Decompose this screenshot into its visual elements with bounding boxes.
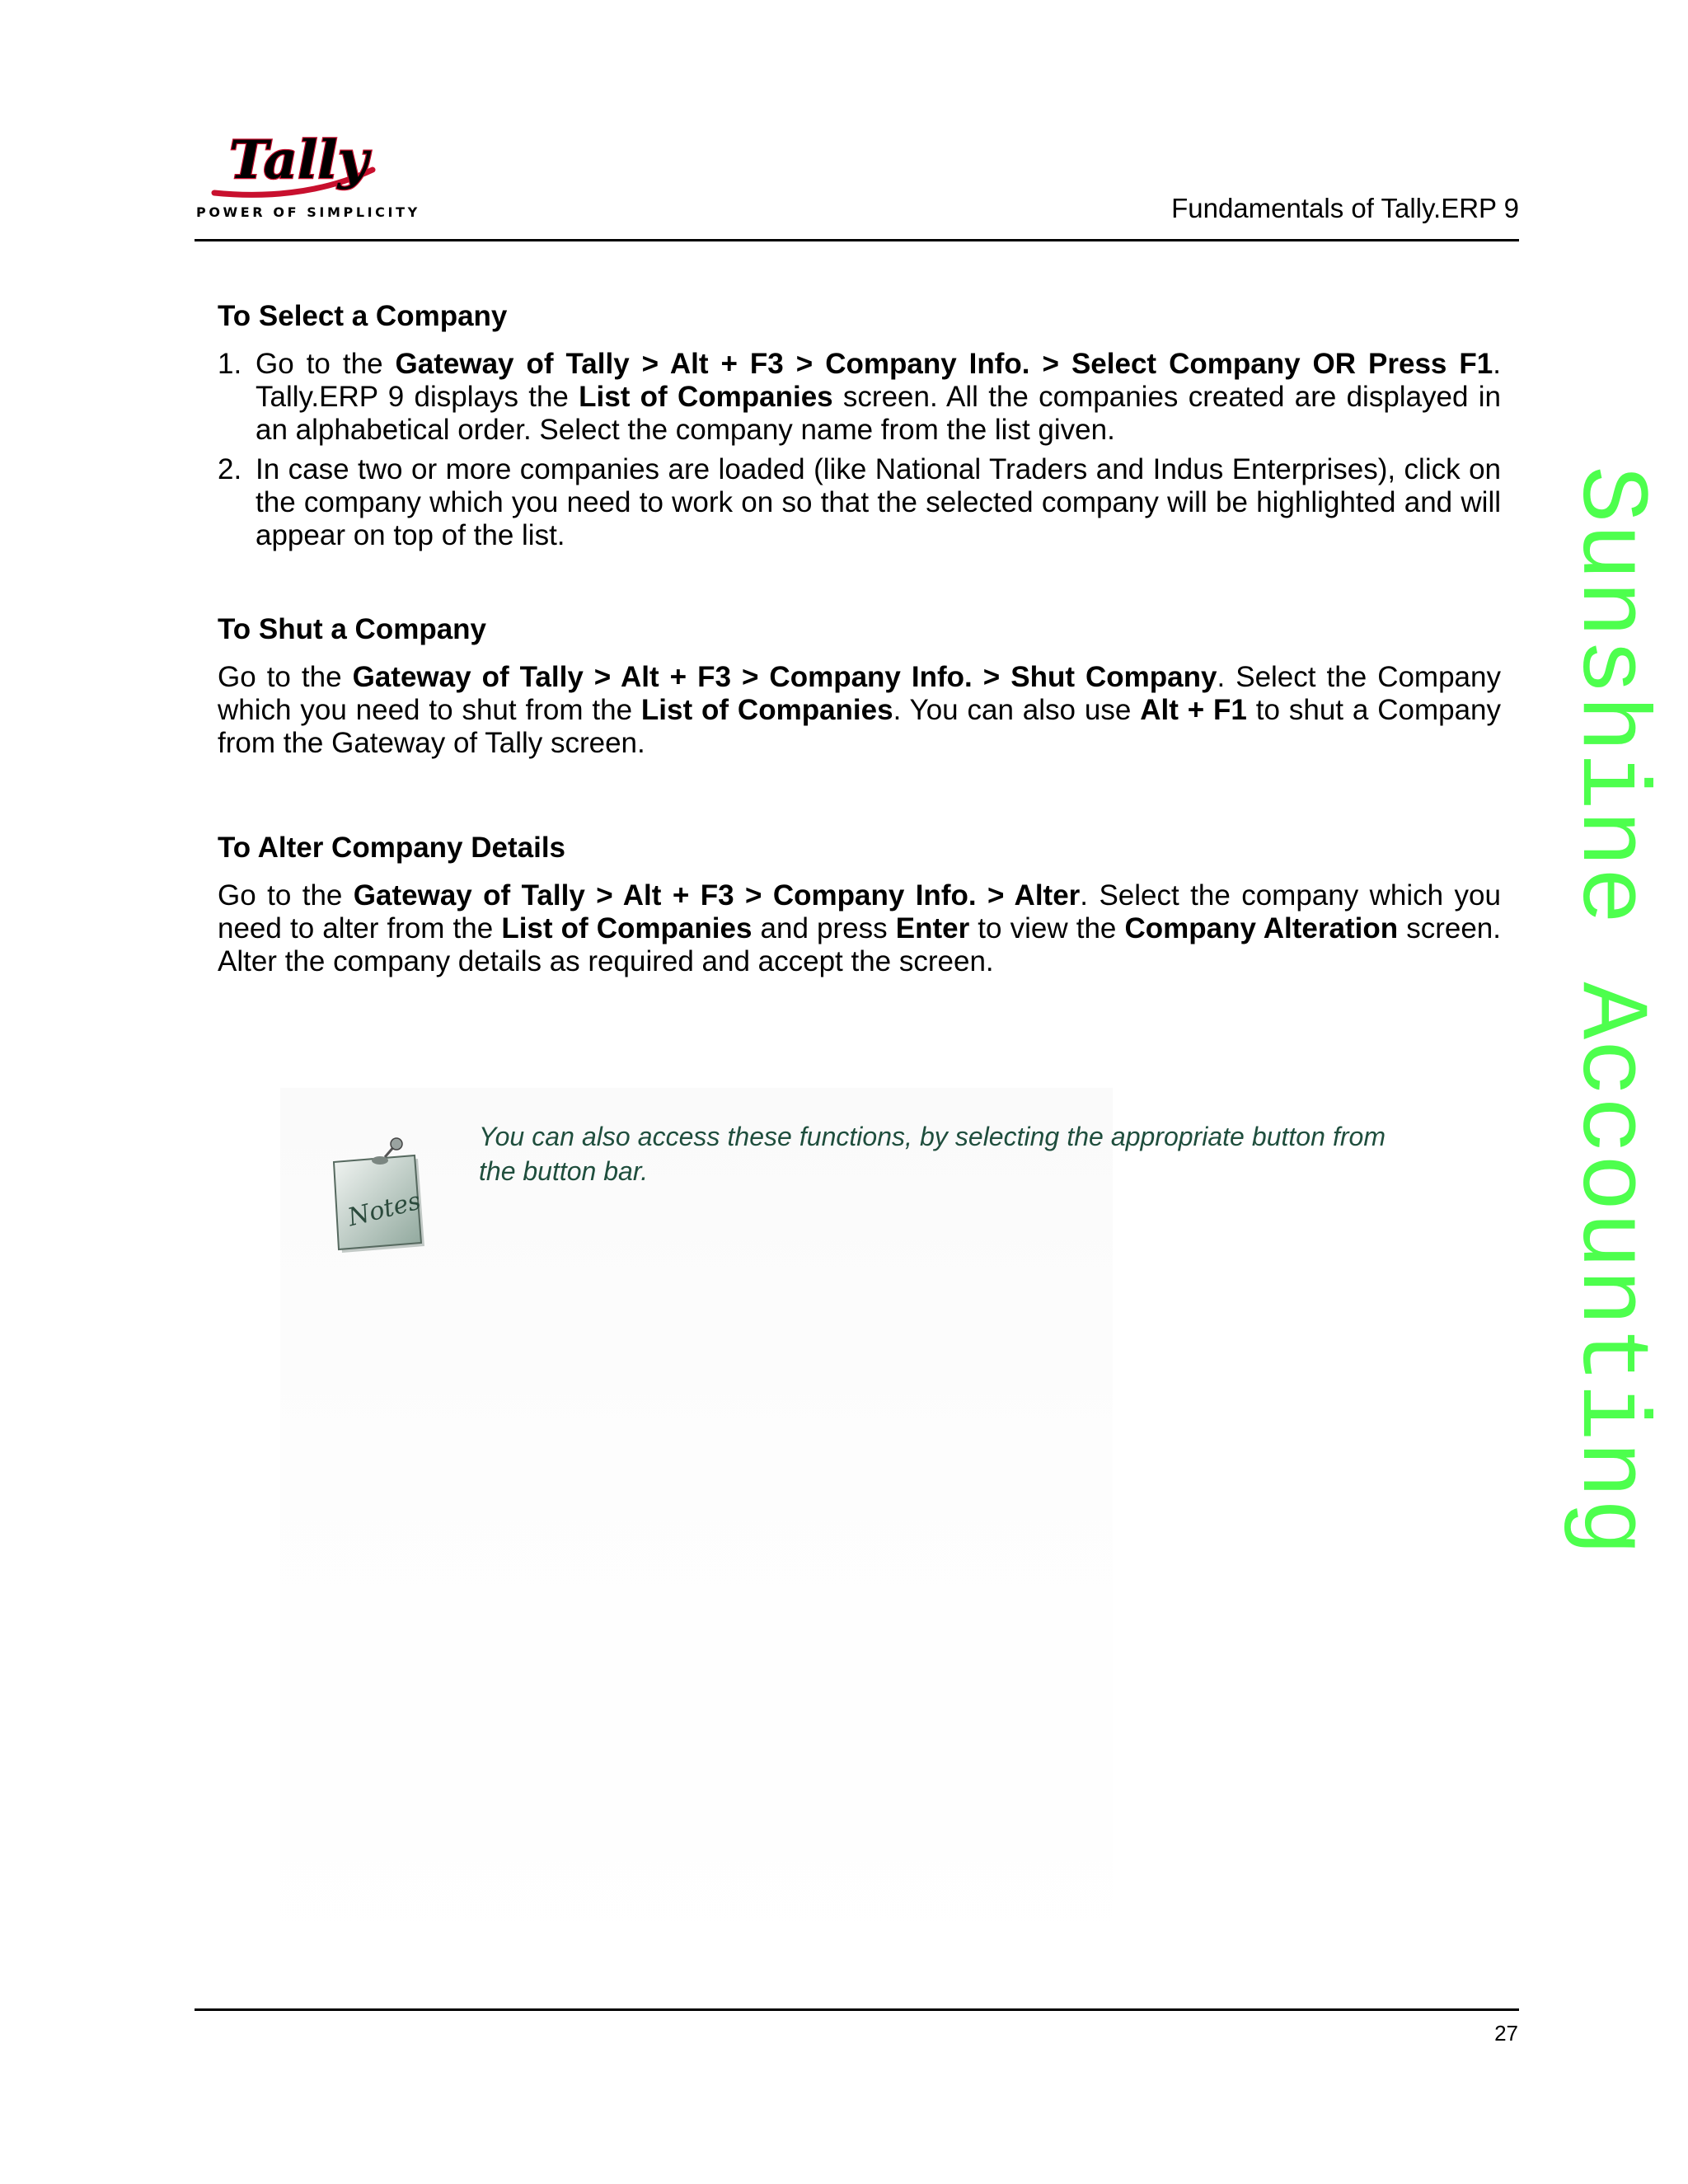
screen-name: List of Companies xyxy=(501,912,753,944)
menu-path: Gateway of Tally > Alt + F3 > Company Info. > Select Company OR Press F1 xyxy=(395,348,1493,380)
para-text: . You can also use xyxy=(893,694,1141,726)
shortcut-key: Alt + F1 xyxy=(1140,694,1247,726)
tally-logo-graphic xyxy=(196,130,394,204)
section-paragraph xyxy=(218,661,1501,760)
step-text: screen. All the companies created are displayed in an alphabetical order. Select the company name from the list given. xyxy=(256,381,1501,446)
steps-list xyxy=(218,348,1501,552)
step-text: . Tally.ERP 9 displays the xyxy=(256,348,1501,413)
logo-text: Tally xyxy=(229,130,368,191)
logo-tagline: POWER OF SIMPLICITY xyxy=(196,204,420,220)
menu-path: Gateway of Tally > Alt + F3 > Company Info. > Shut Company xyxy=(352,661,1217,693)
step-number: 2. xyxy=(218,453,242,485)
para-text: . Select the Company which you need to shut from the xyxy=(218,661,1501,726)
page-number: 27 xyxy=(1494,2021,1518,2046)
section-heading: To Alter Company Details xyxy=(218,832,566,864)
para-text: to view the xyxy=(969,912,1125,944)
section-paragraph xyxy=(218,879,1501,978)
shortcut-key: Enter xyxy=(895,912,970,944)
para-text: to shut a Company from the Gateway of Tally screen. xyxy=(218,694,1502,759)
step-number: 1. xyxy=(218,348,242,380)
screen-name: List of Companies xyxy=(640,694,893,726)
note-text: You can also access these functions, by selecting the appropriate button from the button bar. xyxy=(479,1122,1386,1186)
section-heading: To Select a Company xyxy=(218,300,508,332)
header-divider xyxy=(195,239,1519,241)
notes-icon-label: Notes xyxy=(345,1186,424,1233)
section-select-company xyxy=(218,297,1501,552)
para-text: Go to the xyxy=(218,661,353,693)
page-header-title: Fundamentals of Tally.ERP 9 xyxy=(1171,193,1519,223)
para-text: . Select the company which you need to alter from the xyxy=(218,879,1501,944)
section-shut-company xyxy=(218,610,1501,760)
screen-name: Company Alteration xyxy=(1124,912,1399,944)
step-text: In case two or more companies are loaded (like National Traders and Indus Enterprises), click on the company which you need to work on so that the selected company will be highlighted and will appear on top of the list. xyxy=(256,453,1501,551)
section-heading: To Shut a Company xyxy=(218,613,487,645)
para-text: screen. Alter the company details as required and accept the screen. xyxy=(218,912,1501,977)
step-text: Go to the xyxy=(256,348,396,380)
main-content xyxy=(218,297,1501,978)
notes-pin-icon xyxy=(326,1137,429,1253)
screen-name: List of Companies xyxy=(579,381,833,413)
footer-divider xyxy=(195,2008,1519,2011)
para-text: and press xyxy=(752,912,896,944)
watermark-text: Sunshine Accounting xyxy=(1555,466,1664,1556)
menu-path: Gateway of Tally > Alt + F3 > Company Info. > Alter xyxy=(353,879,1081,912)
section-alter-company xyxy=(218,828,1501,978)
para-text: Go to the xyxy=(218,879,354,912)
list-item xyxy=(218,453,1501,552)
list-item xyxy=(218,348,1501,447)
